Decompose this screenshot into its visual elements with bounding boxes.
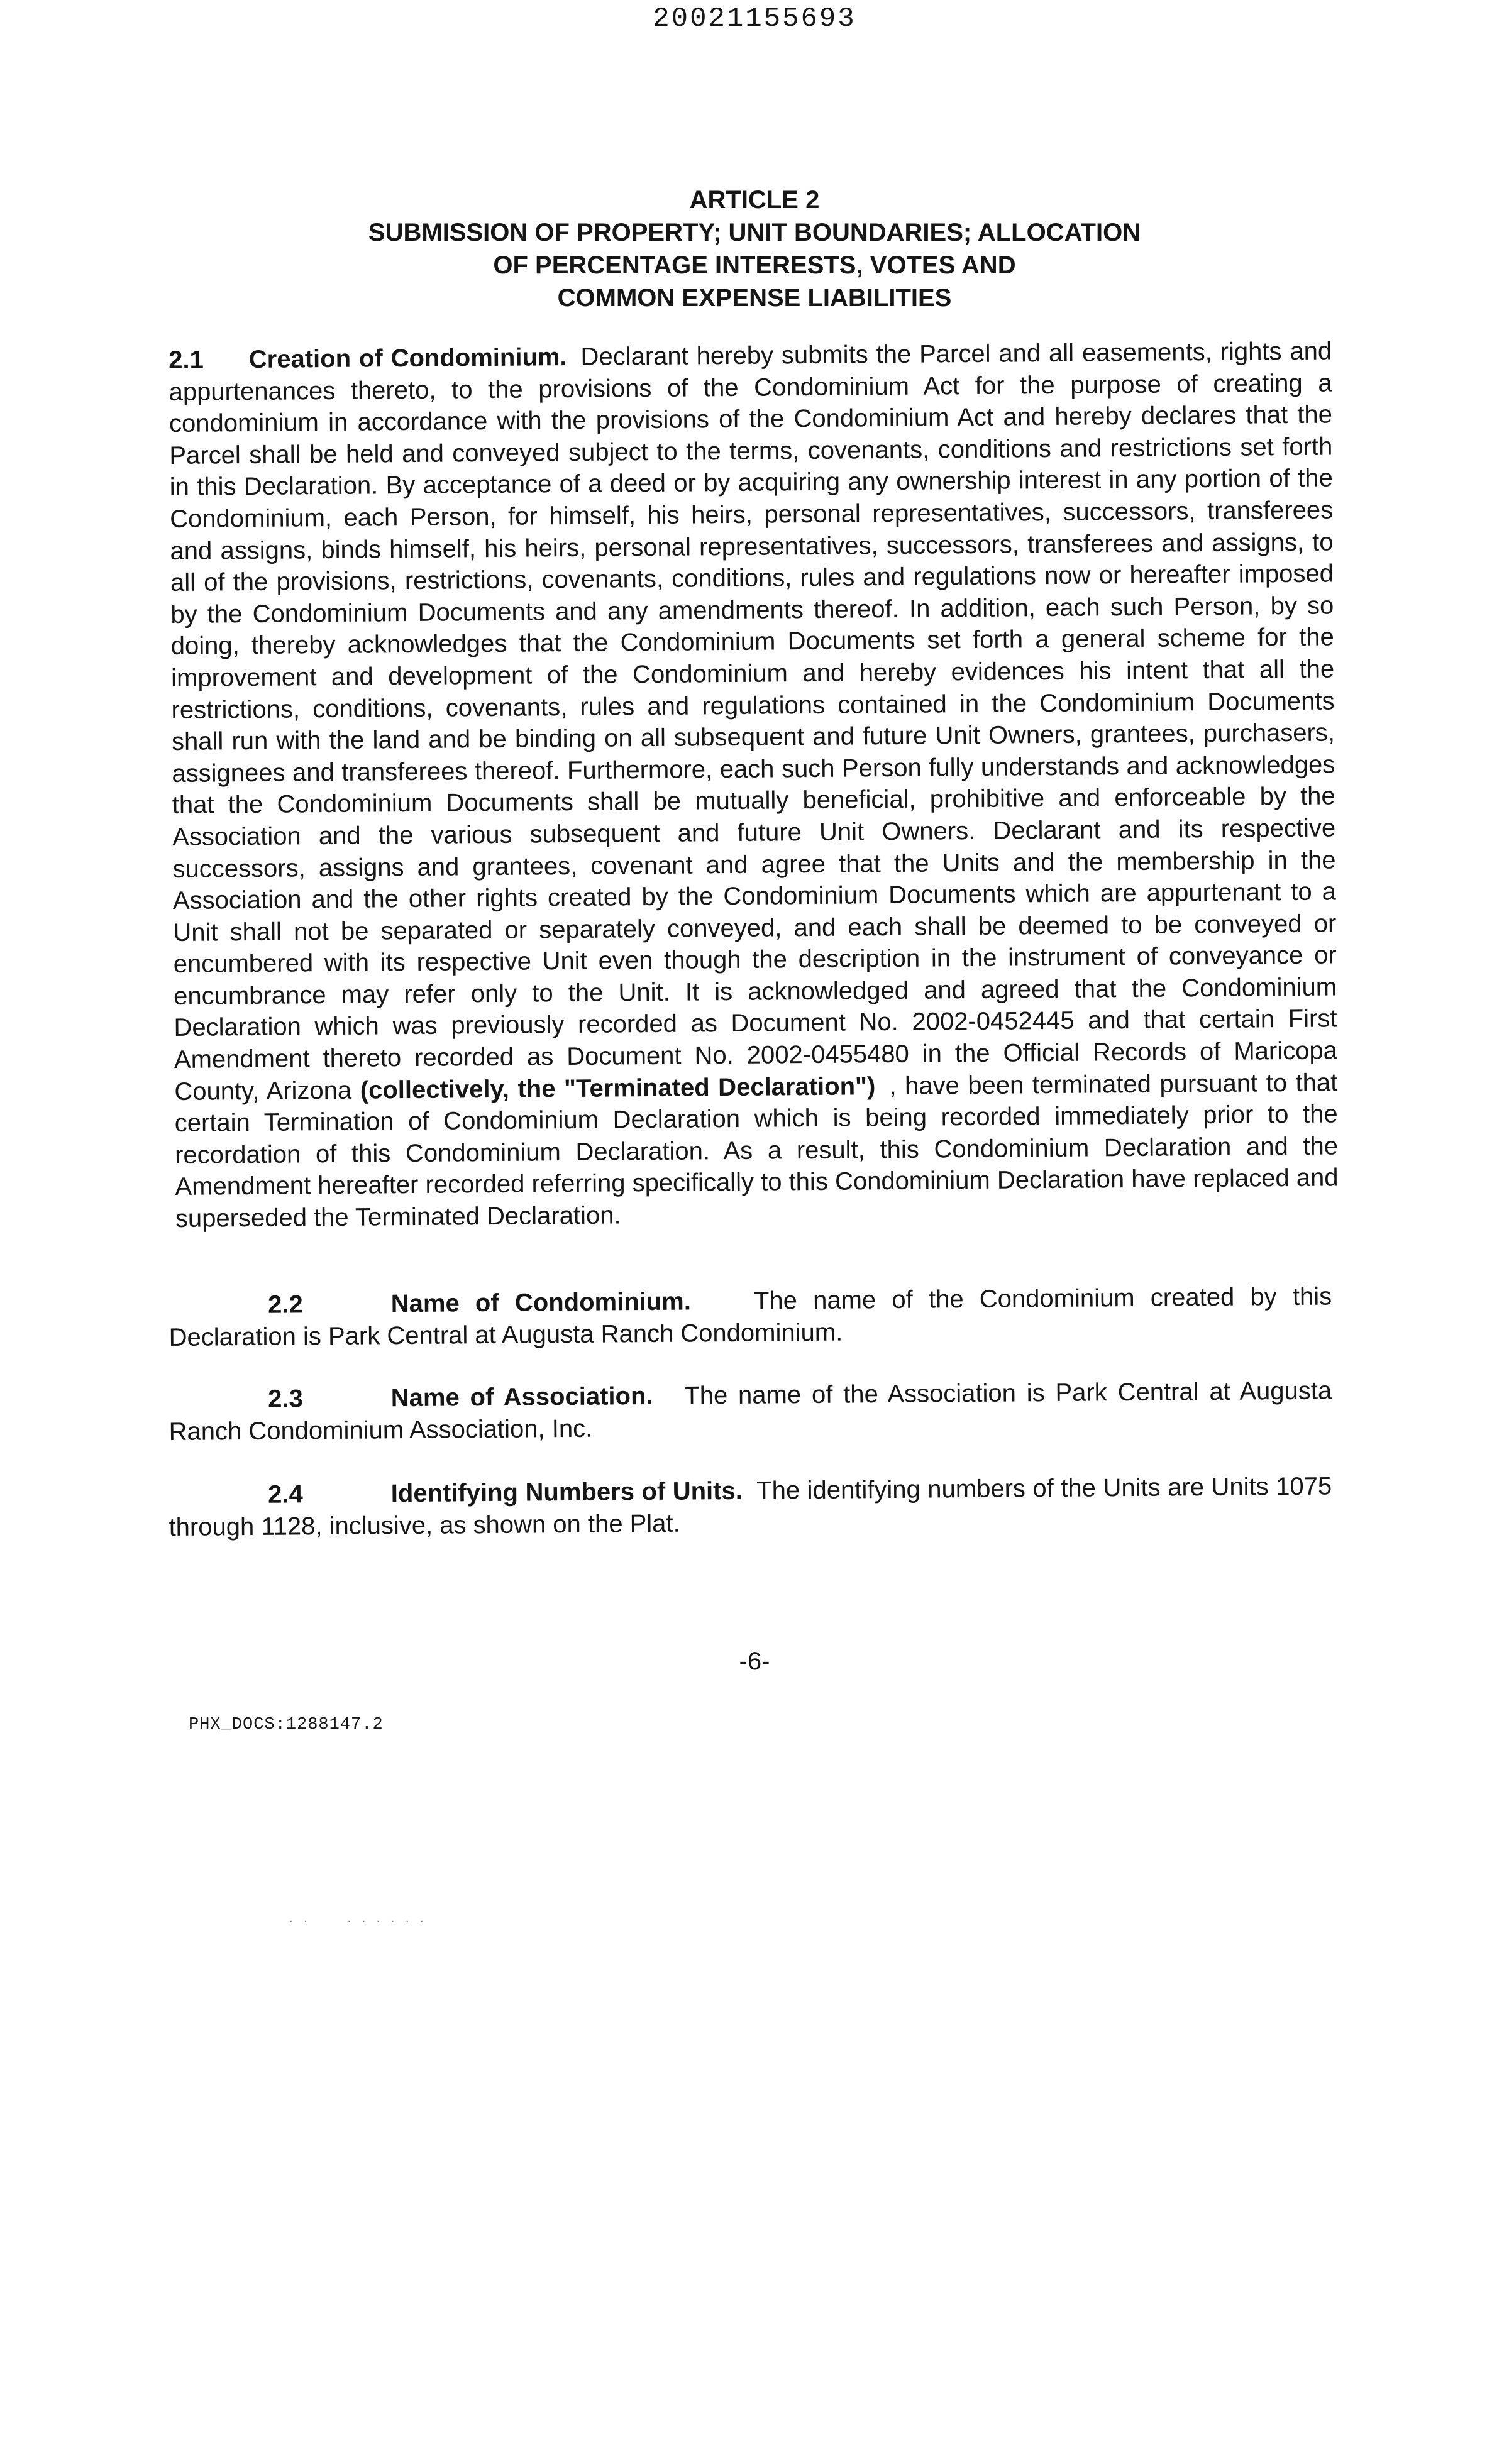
article-title-line-3: COMMON EXPENSE LIABILITIES [557,284,952,312]
section-2-3-paragraph [169,1375,1332,1448]
article-title-line-2: OF PERCENTAGE INTERESTS, VOTES AND [493,251,1016,279]
section-2-1 [169,335,1339,1235]
section-text: The name of the Association is Park Central at Augusta Ranch Condominium Association, Inc. [169,1377,1332,1446]
recording-number: 20021155693 [653,3,856,35]
page-number: -6- [739,1647,770,1675]
article-heading [277,184,1232,314]
section-text-continued: , have been terminated pursuant to that certain Termination of Condominium Declaration which is being recorded immediately prior to the recordation of this Condominium Declaration. As a result, this Condominium Declaration and the Amendment hereafter recorded referring specifically to this Condominium Declaration have replaced and superseded the Terminated Declaration. [174,1069,1339,1233]
section-title: Name of Association. [390,1382,653,1412]
terminated-declaration-phrase: (collectively, the "Terminated Declaration") [360,1072,876,1104]
article-number: ARTICLE 2 [689,186,820,214]
section-title: Creation of Condominium. [248,343,567,373]
document-id: PHX_DOCS:1288147.2 [189,1715,384,1734]
section-2-2 [169,1280,1332,1353]
section-text: Declarant hereby submits the Parcel and all easements, rights and appurtenances thereto, to the provisions of the Condominium Act for the purpose of creating a condominium in accordance with the provisions of the Condominium Act and hereby declares that the Parcel shall be held and conveyed subject to the terms, covenants, conditions and restrictions set forth in this Declaration. By acceptance of a deed or by acquiring any ownership interest in any portion of the Condominium, each Person, for himself, his heirs, personal representatives, successors, transferees and assigns, binds himself, his heirs, personal representatives, successors, transferees and assigns, to all of the provisions, restrictions, covenants, conditions, rules and regulations now or hereafter imposed by the Condominium Documents and any amendments thereof. In addition, each such Person, by so doing, thereby acknowledges that the Condominium Documents set forth a general scheme for the improvement and development of the Condominium and hereby evidences his intent that all the restrictions, conditions, covenants, rules and regulations contained in the Condominium Documents shall run with the land and be binding on all subsequent and future Unit Owners, grantees, purchasers, assignees and transferees thereof. Furthermore, each such Person fully understands and acknowledges that the Condominium Documents shall be mutually beneficial, prohibitive and enforceable by the Association and the various subsequent and future Unit Owners. Declarant and its respective successors, assigns and grantees, covenant and agree that the Units and the membership in the Association and the other rights created by the Condominium Documents which are appurtenant to a Unit shall not be separated or separately conveyed, and each shall be deemed to be conveyed or encumbered with its respective Unit even though the description in the instrument of conveyance or encumbrance may refer only to the Unit. It is acknowledged and agreed that the Condominium Declaration which was previously recorded as Document No. 2002-0452445 and that certain First Amendment thereto recorded as Document No. 2002-0455480 in the Official Records of Maricopa County, Arizona [169,337,1338,1106]
section-2-1-paragraph [169,335,1339,1235]
section-2-4-paragraph [169,1470,1332,1543]
section-2-4 [169,1470,1332,1543]
section-title: Name of Condominium. [390,1287,692,1318]
section-number: 2.1 [169,346,204,374]
section-title: Identifying Numbers of Units. [390,1477,743,1508]
section-number: 2.4 [268,1480,303,1509]
section-text: The name of the Condominium created by this Declaration is Park Central at Augusta Ranch Condominium. [169,1282,1332,1351]
section-text: The identifying numbers of the Units are Units 1075 through 1128, inclusive, as shown on the Plat. [169,1472,1332,1541]
scan-specks: . . . . . . . . [289,1911,428,1925]
section-number: 2.3 [268,1385,303,1413]
section-2-3 [169,1375,1332,1448]
article-title-line-1: SUBMISSION OF PROPERTY; UNIT BOUNDARIES; ALLOCATION [368,219,1141,246]
section-number: 2.2 [268,1290,303,1319]
section-2-2-paragraph [169,1280,1332,1353]
